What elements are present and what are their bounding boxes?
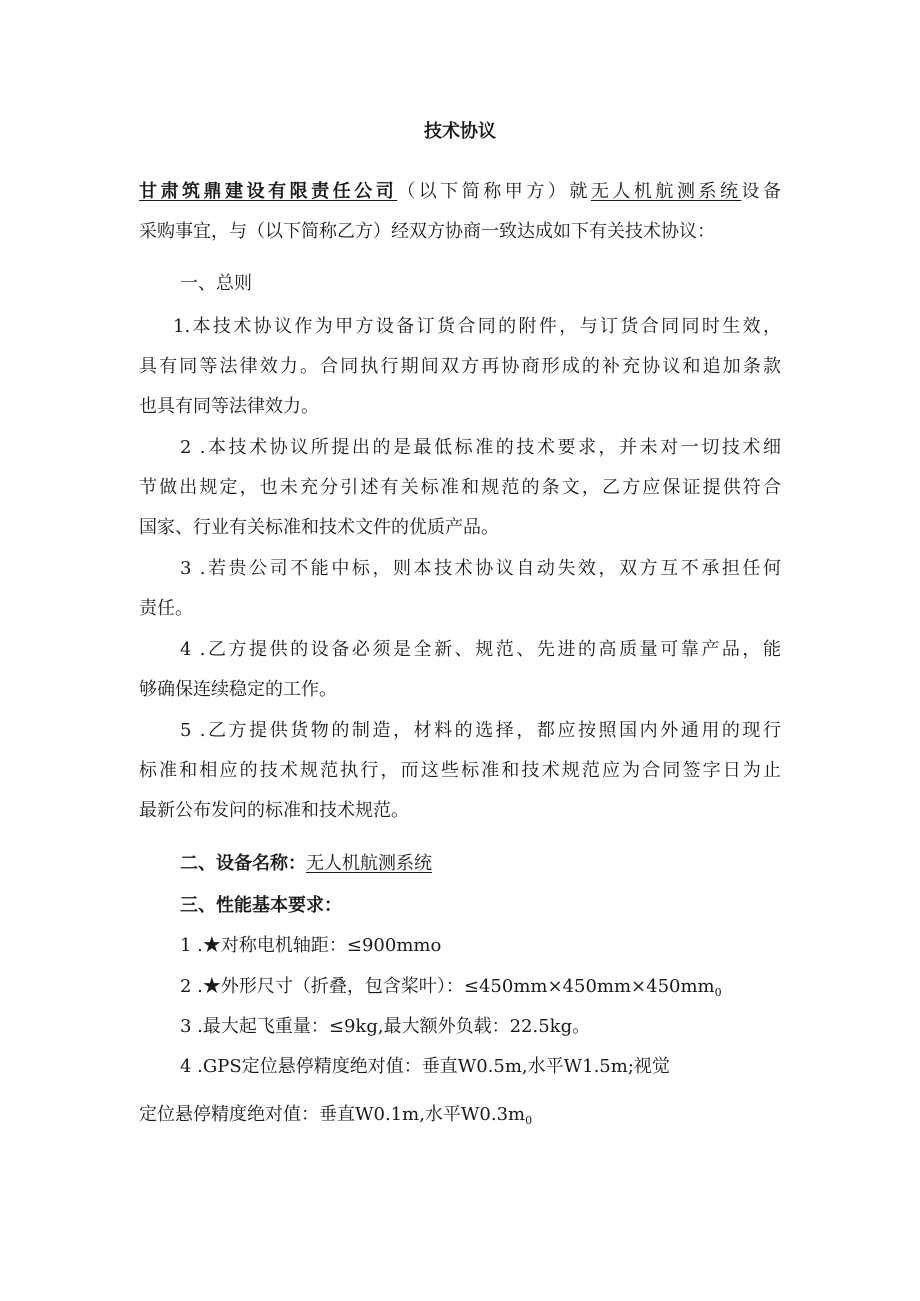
item5-line1: 5 .乙方提供货物的制造，材料的选择，都应按照国内外通用的现行: [180, 720, 781, 741]
item1-line3: 也具有同等法律效力。: [139, 396, 319, 417]
company-name: 甘肃筑鼎建设有限责任公司: [139, 181, 398, 202]
section1-heading: 一、总则: [180, 273, 252, 294]
item3-line2: 责任。: [139, 598, 193, 619]
requirement-4-line2-text: 定位悬停精度绝对值：垂直W0.1m,水平W0.3m: [139, 1104, 526, 1125]
section3-heading: 三、性能基本要求：: [180, 895, 342, 916]
requirement-4-line2: [139, 1103, 532, 1133]
item5-line3: 最新公布发问的标准和技术规范。: [139, 800, 409, 821]
requirement-1: 1 .★对称电机轴距：≤900mmo: [180, 935, 442, 956]
item4-line2: 够确保连续稳定的工作。: [139, 679, 337, 700]
item2-line3: 国家、行业有关标准和技术文件的优质产品。: [139, 517, 499, 538]
equipment-name: 无人机航测系统: [590, 181, 742, 202]
item4-line1: 4 .乙方提供的设备必须是全新、规范、先进的高质量可靠产品，能: [180, 639, 781, 660]
intro-text-1: （以下简称甲方）就: [397, 181, 591, 202]
section2-heading: 二、设备名称：: [180, 853, 306, 874]
requirement-4-line2-subscript: 0: [525, 1114, 533, 1127]
requirement-3: 3 .最大起飞重量：≤9kg,最大额外负载：22.5kg。: [180, 1016, 591, 1037]
item2-line1: 2 .本技术协议所提出的是最低标准的技术要求，并未对一切技术细: [180, 437, 781, 458]
intro-line-2: 采购事宜，与（以下简称乙方）经双方协商一致达成如下有关技术协议：: [139, 221, 715, 242]
requirement-2: [180, 975, 722, 1005]
requirement-2-subscript: 0: [714, 986, 722, 999]
item5-line2: 标准和相应的技术规范执行，而这些标准和技术规范应为合同签字日为止: [139, 760, 781, 781]
intro-line-1: [139, 180, 781, 204]
document-title: 技术协议: [424, 121, 496, 142]
intro-text-2: 设备: [741, 181, 782, 202]
requirement-4-line1: 4 .GPS定位悬停精度绝对值：垂直W0.5m,水平W1.5m;视觉: [180, 1056, 670, 1077]
item1-line1: 1.本技术协议作为甲方设备订货合同的附件，与订货合同同时生效，: [173, 316, 781, 337]
item3-line1: 3 .若贵公司不能中标，则本技术协议自动失效，双方互不承担任何: [180, 558, 781, 579]
item1-line2: 具有同等法律效力。合同执行期间双方再协商形成的补充协议和追加条款: [139, 356, 781, 377]
section2-line: [180, 852, 432, 876]
section2-equipment-name: 无人机航测系统: [306, 853, 432, 874]
requirement-2-text: 2 .★外形尺寸（折叠，包含桨叶）：≤450mm×450mm×450mm: [180, 976, 715, 997]
item2-line2: 节做出规定，也未充分引述有关标准和规范的条文，乙方应保证提供符合: [139, 477, 781, 498]
